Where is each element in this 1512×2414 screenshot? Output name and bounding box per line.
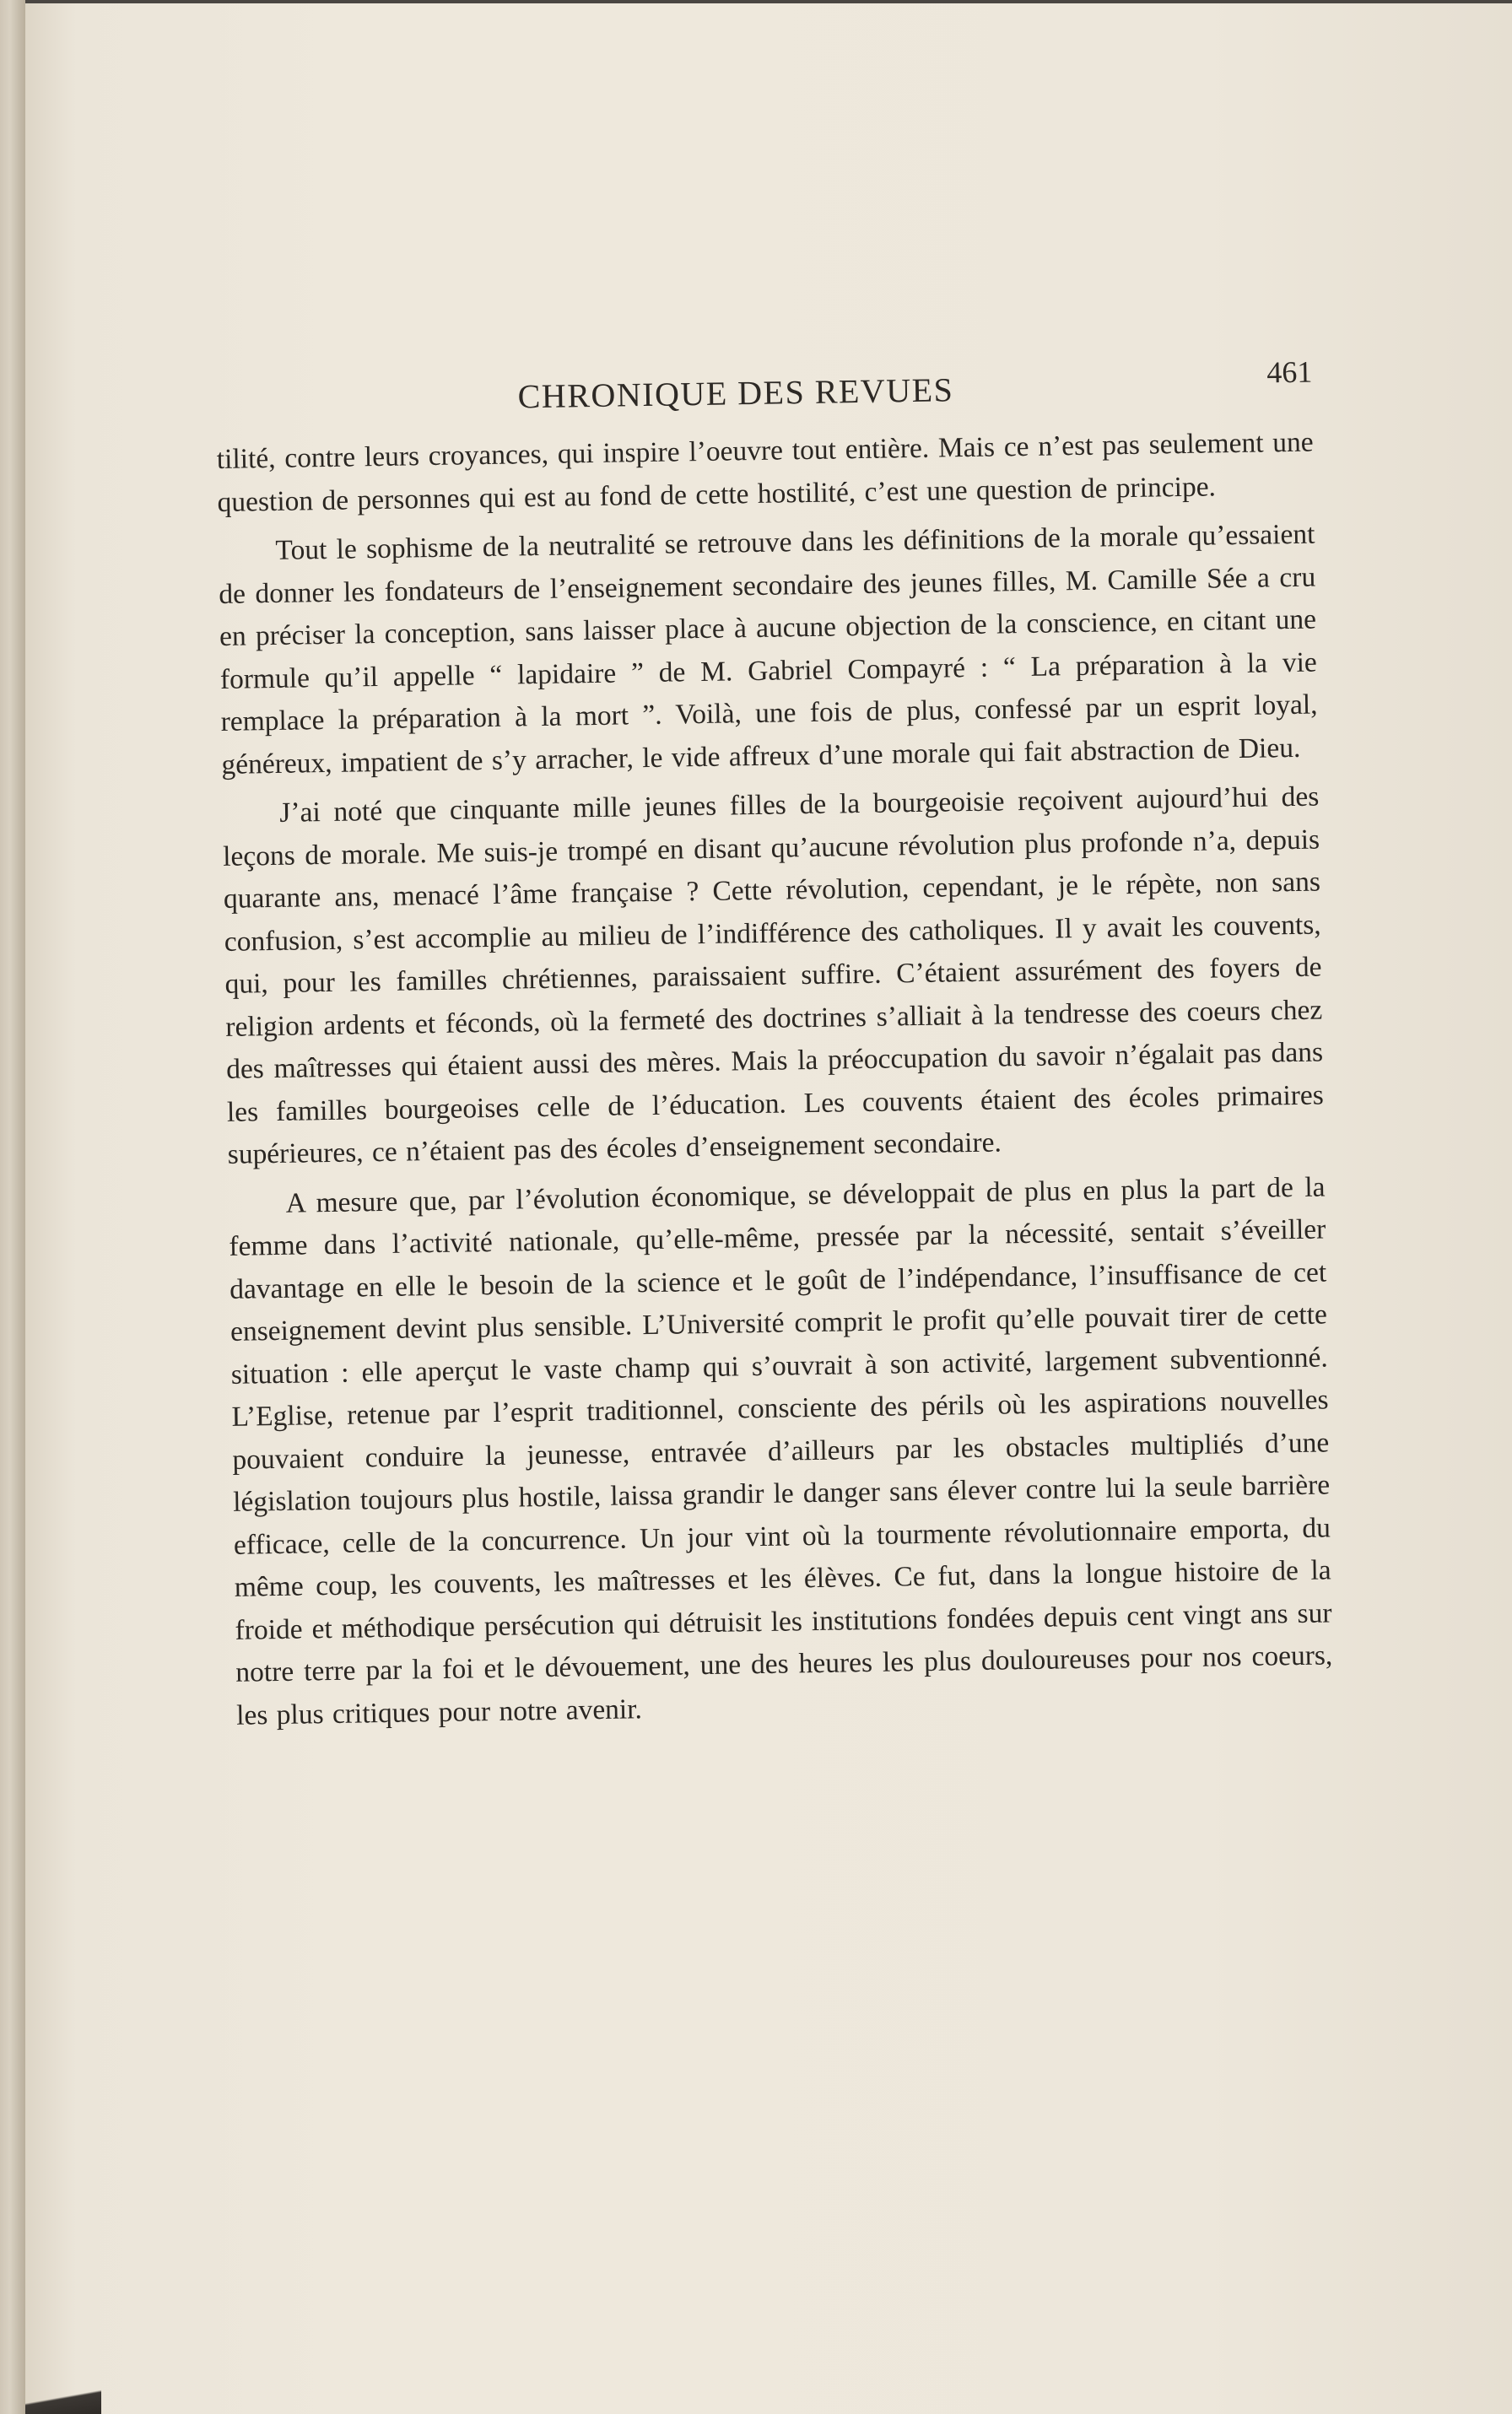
page-top-edge bbox=[25, 0, 1512, 3]
paragraph-bourgeoisie: J’ai noté que cinquante mille jeunes filles de la bourgeoisie reçoivent aujourd’hui des leçons de morale. Me suis-je trompé en disant qu’aucune révolution plus profonde n’a, depuis quarante ans, menacé l’âme française ? Cette révolution, cependant, je le répète, non sans confusion, s’est accomplie au milieu de l’indifférence des catholiques. Il y avait les couvents, qui, pour les familles chrétiennes, paraissaient suffire. C’étaient assurément des foyers de religion ardents et féconds, où la fermeté des doctrines s’alliait à la tendresse des coeurs chez des maîtresses qui étaient aussi des mères. Mais la préoccupation du savoir n’égalait pas dans les familles bourgeoises celle de l’éducation. Les couvents étaient des écoles primaires supérieures, ce n’étaient pas des écoles d’enseignement secondaire. bbox=[222, 780, 1325, 1170]
page-text-block bbox=[215, 346, 1333, 1737]
paragraph-evolution: A mesure que, par l’évolution économique, se développait de plus en plus la part de la femme dans l’activité nationale, qu’elle-même, pressée par la nécessité, sentait s’éveiller davantage en elle le besoin de la science et le goût de l’indépendance, l’insuffisance de cet enseignement devint plus sensible. L’Université comprit le profit qu’elle pouvait tirer de cette situation : elle aperçut le vaste champ qui s’ouvrait à son activité, largement subventionné. L’Eglise, retenue par l’esprit traditionnel, consciente des périls où les aspirations nouvelles pouvaient conduire la jeunesse, entravée d’ailleurs par les obstacles multipliés d’une législation toujours plus hostile, laissa grandir le danger sans élever contre lui la seule barrière efficace, celle de la concurrence. Un jour vint où la tourmente révolutionnaire emporta, du même coup, les couvents, les maîtresses et les élèves. Ce fut, dans la longue histoire de la froide et méthodique persécution qui détruisit les institutions fondées depuis cent vingt ans sur notre terre par la foi et le dévouement, une des heures les plus douloureuses pour nos coeurs, les plus critiques pour notre avenir. bbox=[229, 1170, 1333, 1731]
paragraph-neutrality: Tout le sophisme de la neutralité se retrouve dans les définitions de la morale qu’essaient de donner les fondateurs de l’enseignement secondaire des jeunes filles, M. Camille Sée a cru en préciser la conception, sans laisser place à aucune objection de la conscience, en citant une formule qu’il appelle “ lapidaire ” de M. Gabriel Compayré : “ La préparation à la vie remplace la préparation à la mort ”. Voilà, une fois de plus, confessé par un esprit loyal, généreux, impatient de s’y arracher, le vide affreux d’une morale qui fait abstraction de Dieu. bbox=[219, 518, 1318, 780]
running-title: CHRONIQUE DES REVUES bbox=[517, 370, 954, 416]
page-corner-shadow bbox=[25, 2384, 101, 2414]
book-binding-edge bbox=[0, 0, 29, 2414]
page-number: 461 bbox=[1266, 354, 1313, 390]
paragraph-continuation: tilité, contre leurs croyances, qui inspire l’oeuvre tout entière. Mais ce n’est pas seulement une question de personnes qui est au fond de cette hostilité, c’est une question de principe. bbox=[216, 426, 1314, 518]
